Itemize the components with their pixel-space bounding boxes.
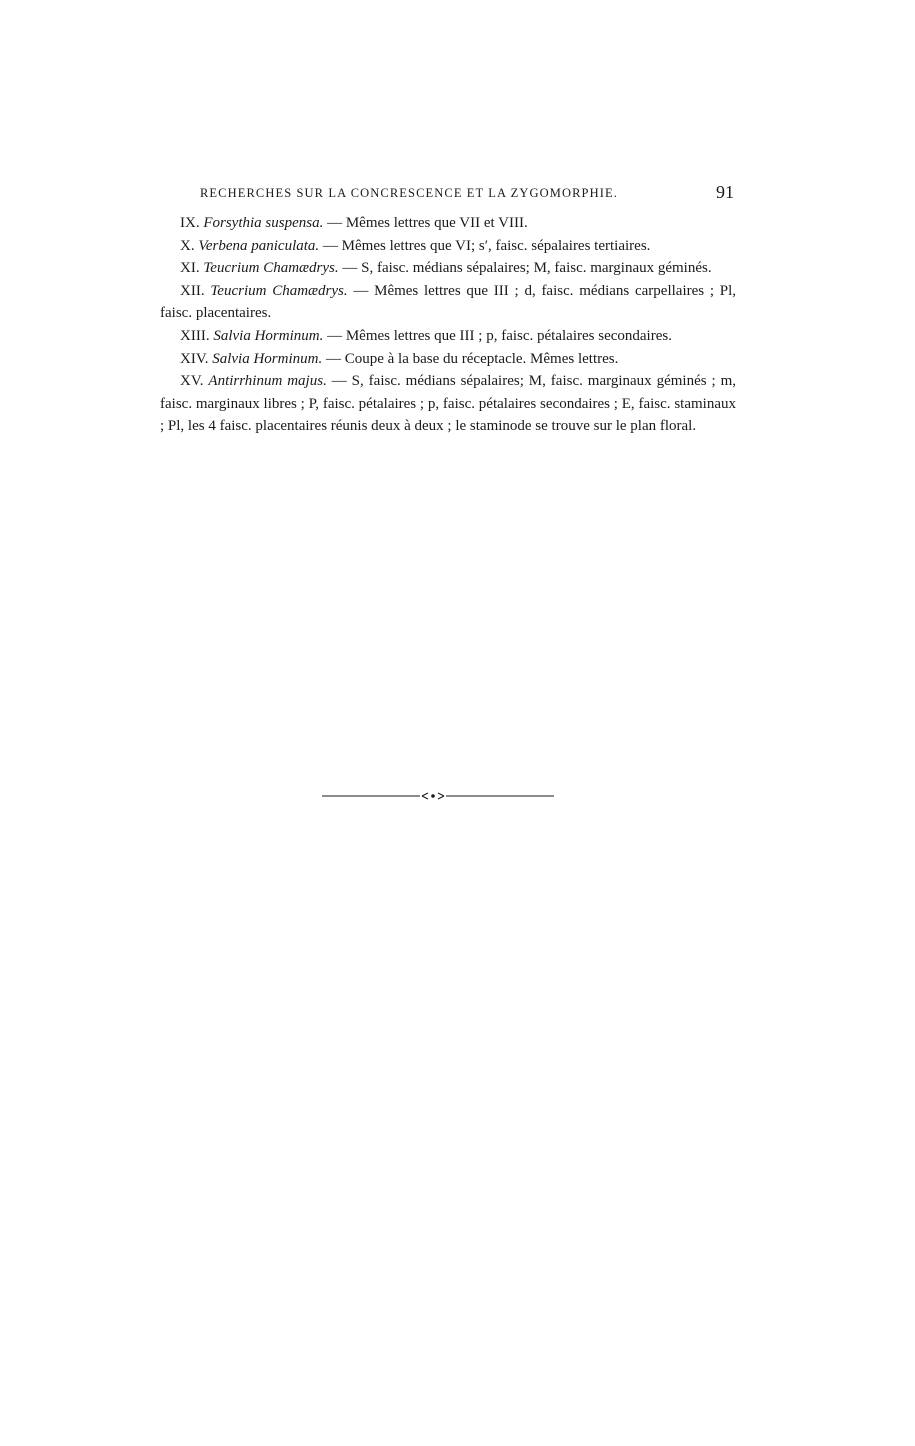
entry-numeral: XV.	[180, 373, 204, 390]
entry-text: — S, faisc. médians sépalaires; M, faisc. marginaux géminés.	[338, 260, 712, 277]
caption-entry-xv	[160, 370, 736, 438]
entry-species: Verbena paniculata.	[198, 237, 320, 254]
figure-captions	[160, 212, 736, 438]
page-number: 91	[716, 182, 734, 202]
entry-species: Teucrium Chamædrys.	[203, 260, 339, 277]
entry-species: Antirrhinum majus.	[208, 373, 327, 390]
entry-text: — Mêmes lettres que VI; s′, faisc. sépalaires tertiaires.	[319, 237, 651, 254]
entry-species: Salvia Horminum.	[212, 350, 323, 367]
entry-numeral: X.	[180, 237, 195, 254]
caption-entry-ix	[160, 212, 736, 235]
entry-text: — Coupe à la base du réceptacle. Mêmes lettres.	[322, 350, 619, 367]
caption-entry-xiv	[160, 348, 736, 371]
entry-numeral: XIV.	[180, 350, 209, 367]
entry-numeral: XII.	[180, 282, 205, 299]
caption-entry-xiii	[160, 325, 736, 348]
entry-text: — Mêmes lettres que III ; d, faisc. médians carpellaires ; Pl, faisc. placentaires.	[160, 282, 737, 322]
ornament-center-dot	[431, 794, 435, 798]
entry-species: Teucrium Chamædrys.	[210, 282, 348, 299]
ornament-right-chevron	[438, 793, 444, 799]
entry-numeral: XI.	[180, 260, 200, 277]
entry-species: Forsythia suspensa.	[203, 215, 324, 231]
entry-numeral: XIII.	[180, 327, 210, 344]
ornament-left-chevron	[422, 793, 428, 799]
caption-entry-xi	[160, 257, 736, 280]
section-end-rule-icon	[322, 790, 554, 802]
running-title: RECHERCHES SUR LA CONCRESCENCE ET LA ZYGOMORPHIE.	[200, 186, 618, 200]
entry-text: — S, faisc. médians sépalaires; M, faisc. marginaux géminés ; m, faisc. marginaux libres ; P, faisc. pétalaires ; p, faisc. pétalaires secondaires ; E, faisc. staminaux ; Pl, les 4 faisc. placentaires réunis deux à deux ; le staminode se trouve sur le plan floral.	[160, 373, 736, 435]
entry-text: — Mêmes lettres que III ; p, faisc. pétalaires secondaires.	[323, 327, 672, 344]
running-head	[200, 182, 736, 206]
entry-numeral: IX.	[180, 215, 200, 231]
caption-entry-x	[160, 235, 736, 258]
entry-species: Salvia Horminum.	[213, 327, 324, 344]
entry-text: — Mêmes lettres que VII et VIII.	[323, 215, 528, 231]
caption-entry-xii	[160, 280, 736, 325]
